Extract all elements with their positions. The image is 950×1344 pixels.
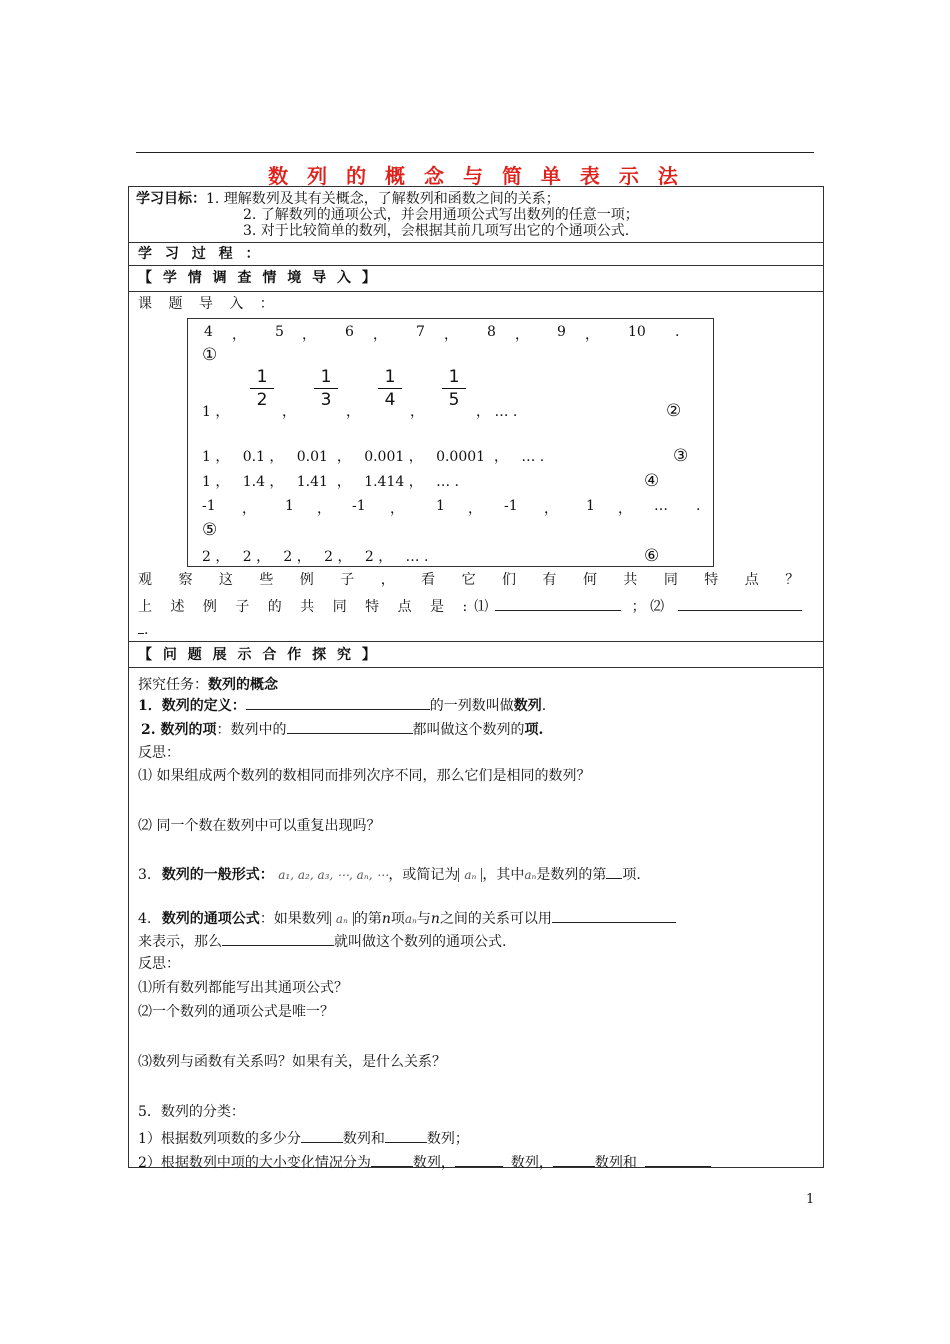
reflection-question-2: ⑵ 同一个数在数列中可以重复出现吗？ — [138, 818, 381, 834]
trend-blank-1[interactable] — [371, 1152, 413, 1167]
row-divider — [129, 265, 823, 266]
process-label: 学 习 过 程 ： — [138, 246, 264, 262]
objective-1: 1. 理解数列及其有关概念，了解数列和函数之间的关系； — [206, 191, 560, 207]
formula-blank[interactable] — [222, 931, 334, 946]
label-2: ② — [666, 401, 682, 421]
objectives-label: 学习目标： — [136, 191, 206, 207]
sequence-row-6: 2 ， 2 ， 2 ， 2 ， 2 ， … . — [202, 549, 429, 565]
page-title: 数 列 的 概 念 与 简 单 表 示 法 — [268, 164, 684, 188]
fraction-1-3: 1 3 — [314, 368, 338, 409]
label-6: ⑥ — [644, 546, 660, 566]
header-rule — [136, 152, 814, 153]
common-features-line: 上 述 例 子 的 共 同 特 点 是 :⑴ ； ⑵ — [138, 596, 802, 616]
row-divider — [129, 641, 823, 642]
definition-1: 1．数列的定义： 的一列数叫做数列. — [138, 695, 546, 715]
common-features-end: . — [138, 619, 148, 639]
worksheet-table — [128, 186, 824, 1171]
sequence-row-4: 1 ， 1.4 ， 1.41 ， 1.414 ， … . — [202, 474, 459, 490]
general-term-formula: 4. 数列的通项公式：如果数列 aₙ 的第n项aₙ与n之间的关系可以用 — [138, 908, 676, 928]
row-divider — [129, 667, 823, 668]
row-divider — [129, 242, 823, 243]
trend-blank-3[interactable] — [553, 1152, 595, 1167]
reflection-question-1: ⑴ 如果组成两个数列的数相同而排列次序不同，那么它们是相同的数列？ — [138, 768, 591, 784]
definition-2: 2. 数列的项：数列中的 都叫做这个数列的项. — [141, 719, 543, 739]
general-form: 3. 数列的一般形式： a₁, a₂, a₃, ⋯, aₙ, ⋯，或简记为 aₙ ，其中aₙ是数列的第 项. — [138, 864, 641, 884]
count-blank-2[interactable] — [385, 1128, 427, 1143]
answer-blank-2[interactable] — [678, 596, 802, 611]
observe-question: 观 察 这 些 例 子 ， 看 它 们 有 何 共 同 特 点 ？ — [138, 572, 811, 588]
trend-blank-4[interactable] — [645, 1152, 711, 1167]
section-heading-explore: 【 问 题 展 示 合 作 探 究 】 — [138, 647, 379, 663]
classification-title: 5．数列的分类： — [138, 1104, 245, 1120]
sequence-row-2-tail: ， … . — [476, 404, 518, 420]
sequence-row-2-first: 1 ， — [202, 404, 230, 420]
sequence-row-3: 1 ， 0.1 ， 0.01 ， 0.001 ， 0.0001 ， … . — [202, 449, 545, 465]
answer-blank-1[interactable] — [495, 596, 621, 611]
label-5: ⑤ — [202, 520, 218, 540]
trend-blank-2[interactable] — [455, 1152, 503, 1167]
fraction-1-4: 1 4 — [378, 368, 402, 409]
label-3: ③ — [673, 446, 689, 466]
row-divider — [129, 291, 823, 292]
task-line: 探究任务：数列的概念 — [138, 677, 278, 693]
term-blank[interactable] — [287, 719, 413, 734]
classification-1: 1）根据数列项数的多少分 数列和 数列； — [138, 1128, 469, 1148]
page-number: 1 — [806, 1192, 815, 1207]
section-heading-survey: 【 学 情 调 查 情 境 导 入 】 — [138, 270, 379, 286]
fraction-1-5: 1 5 — [442, 368, 466, 409]
objective-2: 2. 了解数列的通项公式，并会用通项公式写出数列的任意一项； — [243, 207, 639, 223]
reflection-label-2: 反思： — [138, 956, 180, 972]
intro-label: 课 题 导 入 ： — [138, 296, 280, 312]
general-term-formula-2: 来表示，那么 就叫做这个数列的通项公式. — [138, 931, 506, 951]
label-4: ④ — [644, 471, 660, 491]
reflection-item-3: ⑶数列与函数有关系吗？如果有关，是什么关系？ — [138, 1054, 446, 1070]
reflection-label: 反思： — [138, 745, 180, 761]
reflection-item-2: ⑵一个数列的通项公式是唯一？ — [138, 1004, 334, 1020]
definition-blank[interactable] — [246, 695, 430, 710]
objective-3: 3. 对于比较简单的数列，会根据其前几项写出它的个通项公式. — [243, 223, 630, 239]
relation-blank[interactable] — [552, 908, 676, 923]
sequence-examples-box: 4 ， 5 ， 6 ， 7 ， 8 ， 9 ， 10 . ① 1 ， 1 2 ， 1 3 ， 1 4 ， 1 5 ， … . ② 1 ， 0.1 ， 0.01 ， 0.001 ， 0.0001 ， … . ③ 1 ， 1.4 ， 1.41 ， 1.414 ， … . ④ -1 ， 1 ， -1 ， 1 ， -1 ， 1 ， … . ⑤ 2 ， 2 ， 2 ， 2 ， 2 ， … . ⑥ — [187, 318, 714, 567]
fraction-1-2: 1 2 — [250, 368, 274, 409]
reflection-item-1: ⑴所有数列都能写出其通项公式？ — [138, 980, 348, 996]
label-1: ① — [202, 345, 218, 365]
classification-2: 2）根据数列中项的大小变化情况分为 数列， 数列， 数列和 — [138, 1152, 711, 1172]
count-blank-1[interactable] — [301, 1128, 343, 1143]
